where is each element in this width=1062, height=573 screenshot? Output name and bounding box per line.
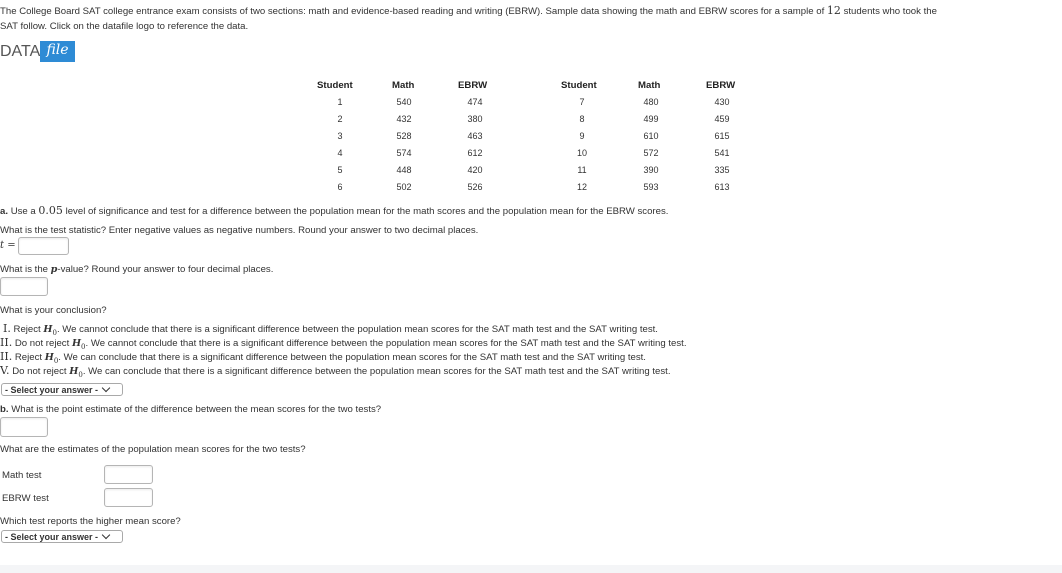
table-cell: 390 [643,165,659,175]
part-a-text1: Use a [10,206,36,217]
col-header-student-1: Student [317,80,353,91]
chevron-down-icon [102,531,110,539]
table-cell: 380 [467,114,483,124]
table-cell: 480 [643,97,659,107]
col-header-math-2: Math [638,80,661,91]
option-text: . We can conclude that there is a significant difference between the population mean scores for the SAT math test and the SAT writing test. [82,366,671,377]
option-number: II. [0,350,13,363]
higher-mean-select-label: - Select your answer - [5,532,99,542]
intro-text-end: students who took the [843,6,937,17]
conclusion-option [0,336,687,351]
h0-subscript: 0 [52,328,57,337]
table-cell: 593 [643,182,659,192]
p-symbol: p [50,264,58,275]
option-number: V. [0,364,10,377]
option-text: . We can conclude that there is a significant difference between the population mean scores for the SAT math test and the SAT writing test. [58,352,646,363]
table-cell: 474 [467,97,483,107]
col-header-ebrw-1: EBRW [458,80,488,91]
conclusion-select-label: - Select your answer - [5,385,99,395]
table-cell: 612 [467,148,483,158]
conclusion-option [0,364,671,379]
test-statistic-question: What is the test statistic? Enter negative values as negative numbers. Round your answer to two decimal places. [0,225,479,236]
table-cell: 540 [396,97,412,107]
table-cell: 12 [576,182,587,192]
ebrw-test-label: EBRW test [2,493,49,504]
bottom-strip [0,565,1062,573]
datafile-logo[interactable] [0,40,76,62]
p-value-question [0,264,273,275]
datafile-logo-word: DATA [0,43,41,60]
option-prefix: Reject [14,352,43,363]
part-a-label: a. [0,206,9,217]
table-cell: 6 [337,182,343,192]
table-cell: 335 [714,165,730,175]
table-cell: 8 [579,114,585,124]
part-b-text: What is the point estimate of the difference between the mean scores for the two tests? [11,404,382,415]
test-statistic-input[interactable] [18,237,69,255]
conclusion-select[interactable] [1,383,123,396]
table-cell: 463 [467,131,483,141]
t-label: t = [0,240,16,251]
table-cell: 572 [643,148,659,158]
alpha-value: 0.05 [38,204,63,217]
point-estimate-input[interactable] [0,417,48,437]
part-b-question [0,404,381,415]
table-cell: 430 [714,97,730,107]
table-cell: 615 [714,131,730,141]
h0-symbol: H [44,352,54,363]
table-cell: 610 [643,131,659,141]
h0-symbol: H [69,366,79,377]
conclusion-option [0,350,646,365]
h0-symbol: H [43,324,53,335]
p-value-input[interactable] [0,277,48,296]
table-cell: 2 [337,114,343,124]
part-a-question [0,204,668,217]
col-header-student-2: Student [561,80,597,91]
table-cell: 10 [576,148,587,158]
datafile-logo-box: file [40,41,75,62]
table-cell: 420 [467,165,483,175]
table-cell: 432 [396,114,412,124]
table-cell: 9 [579,131,585,141]
higher-mean-question: Which test reports the higher mean score? [0,516,181,527]
table-cell: 541 [714,148,730,158]
option-text: . We cannot conclude that there is a significant difference between the population mean scores for the SAT math test and the SAT writing test. [85,338,687,349]
option-prefix: Reject [13,324,41,335]
table-cell: 11 [577,165,587,175]
table-cell: 502 [396,182,412,192]
conclusion-option [3,322,658,337]
ebrw-test-input[interactable] [104,488,153,507]
conclusion-question: What is your conclusion? [0,305,107,316]
table-cell: 499 [643,114,659,124]
option-text: . We cannot conclude that there is a significant difference between the population mean scores for the SAT math test and the SAT writing test. [56,324,658,335]
col-header-ebrw-2: EBRW [706,80,736,91]
h0-subscript: 0 [53,356,59,365]
intro-line-1 [0,4,937,17]
chevron-down-icon [102,384,110,392]
higher-mean-select[interactable] [1,530,123,543]
p-value-text1: What is the [0,264,48,275]
table-cell: 459 [714,114,730,124]
option-prefix: Do not reject [12,366,67,377]
table-cell: 3 [337,131,343,141]
table-cell: 4 [337,148,343,158]
table-cell: 574 [396,148,412,158]
col-header-math-1: Math [392,80,415,91]
table-cell: 5 [337,165,343,175]
math-test-label: Math test [2,470,42,481]
h0-subscript: 0 [81,342,86,351]
table-cell: 528 [396,131,412,141]
option-number: I. [3,322,11,335]
math-test-input[interactable] [104,465,153,484]
part-a-text2: level of significance and test for a difference between the population mean for the math scores and the population mean for the EBRW scores. [65,206,669,217]
intro-text: The College Board SAT college entrance exam consists of two sections: math and evidence-based reading and writing (EBRW). Sample data showing the math and EBRW scores for a sample of [0,6,825,17]
h0-subscript: 0 [78,370,83,379]
table-cell: 1 [337,97,343,107]
part-b-label: b. [0,404,9,415]
table-cell: 7 [579,97,585,107]
table-cell: 526 [467,182,483,192]
table-cell: 448 [396,165,412,175]
table-cell: 613 [714,182,730,192]
estimates-question: What are the estimates of the population mean scores for the two tests? [0,444,306,455]
sample-size: 12 [826,4,841,17]
option-number: II. [0,336,13,349]
option-prefix: Do not reject [14,338,70,349]
intro-line-2: SAT follow. Click on the datafile logo to reference the data. [0,21,249,32]
h0-symbol: H [71,338,82,349]
p-value-text2: -value? Round your answer to four decimal places. [57,264,274,275]
